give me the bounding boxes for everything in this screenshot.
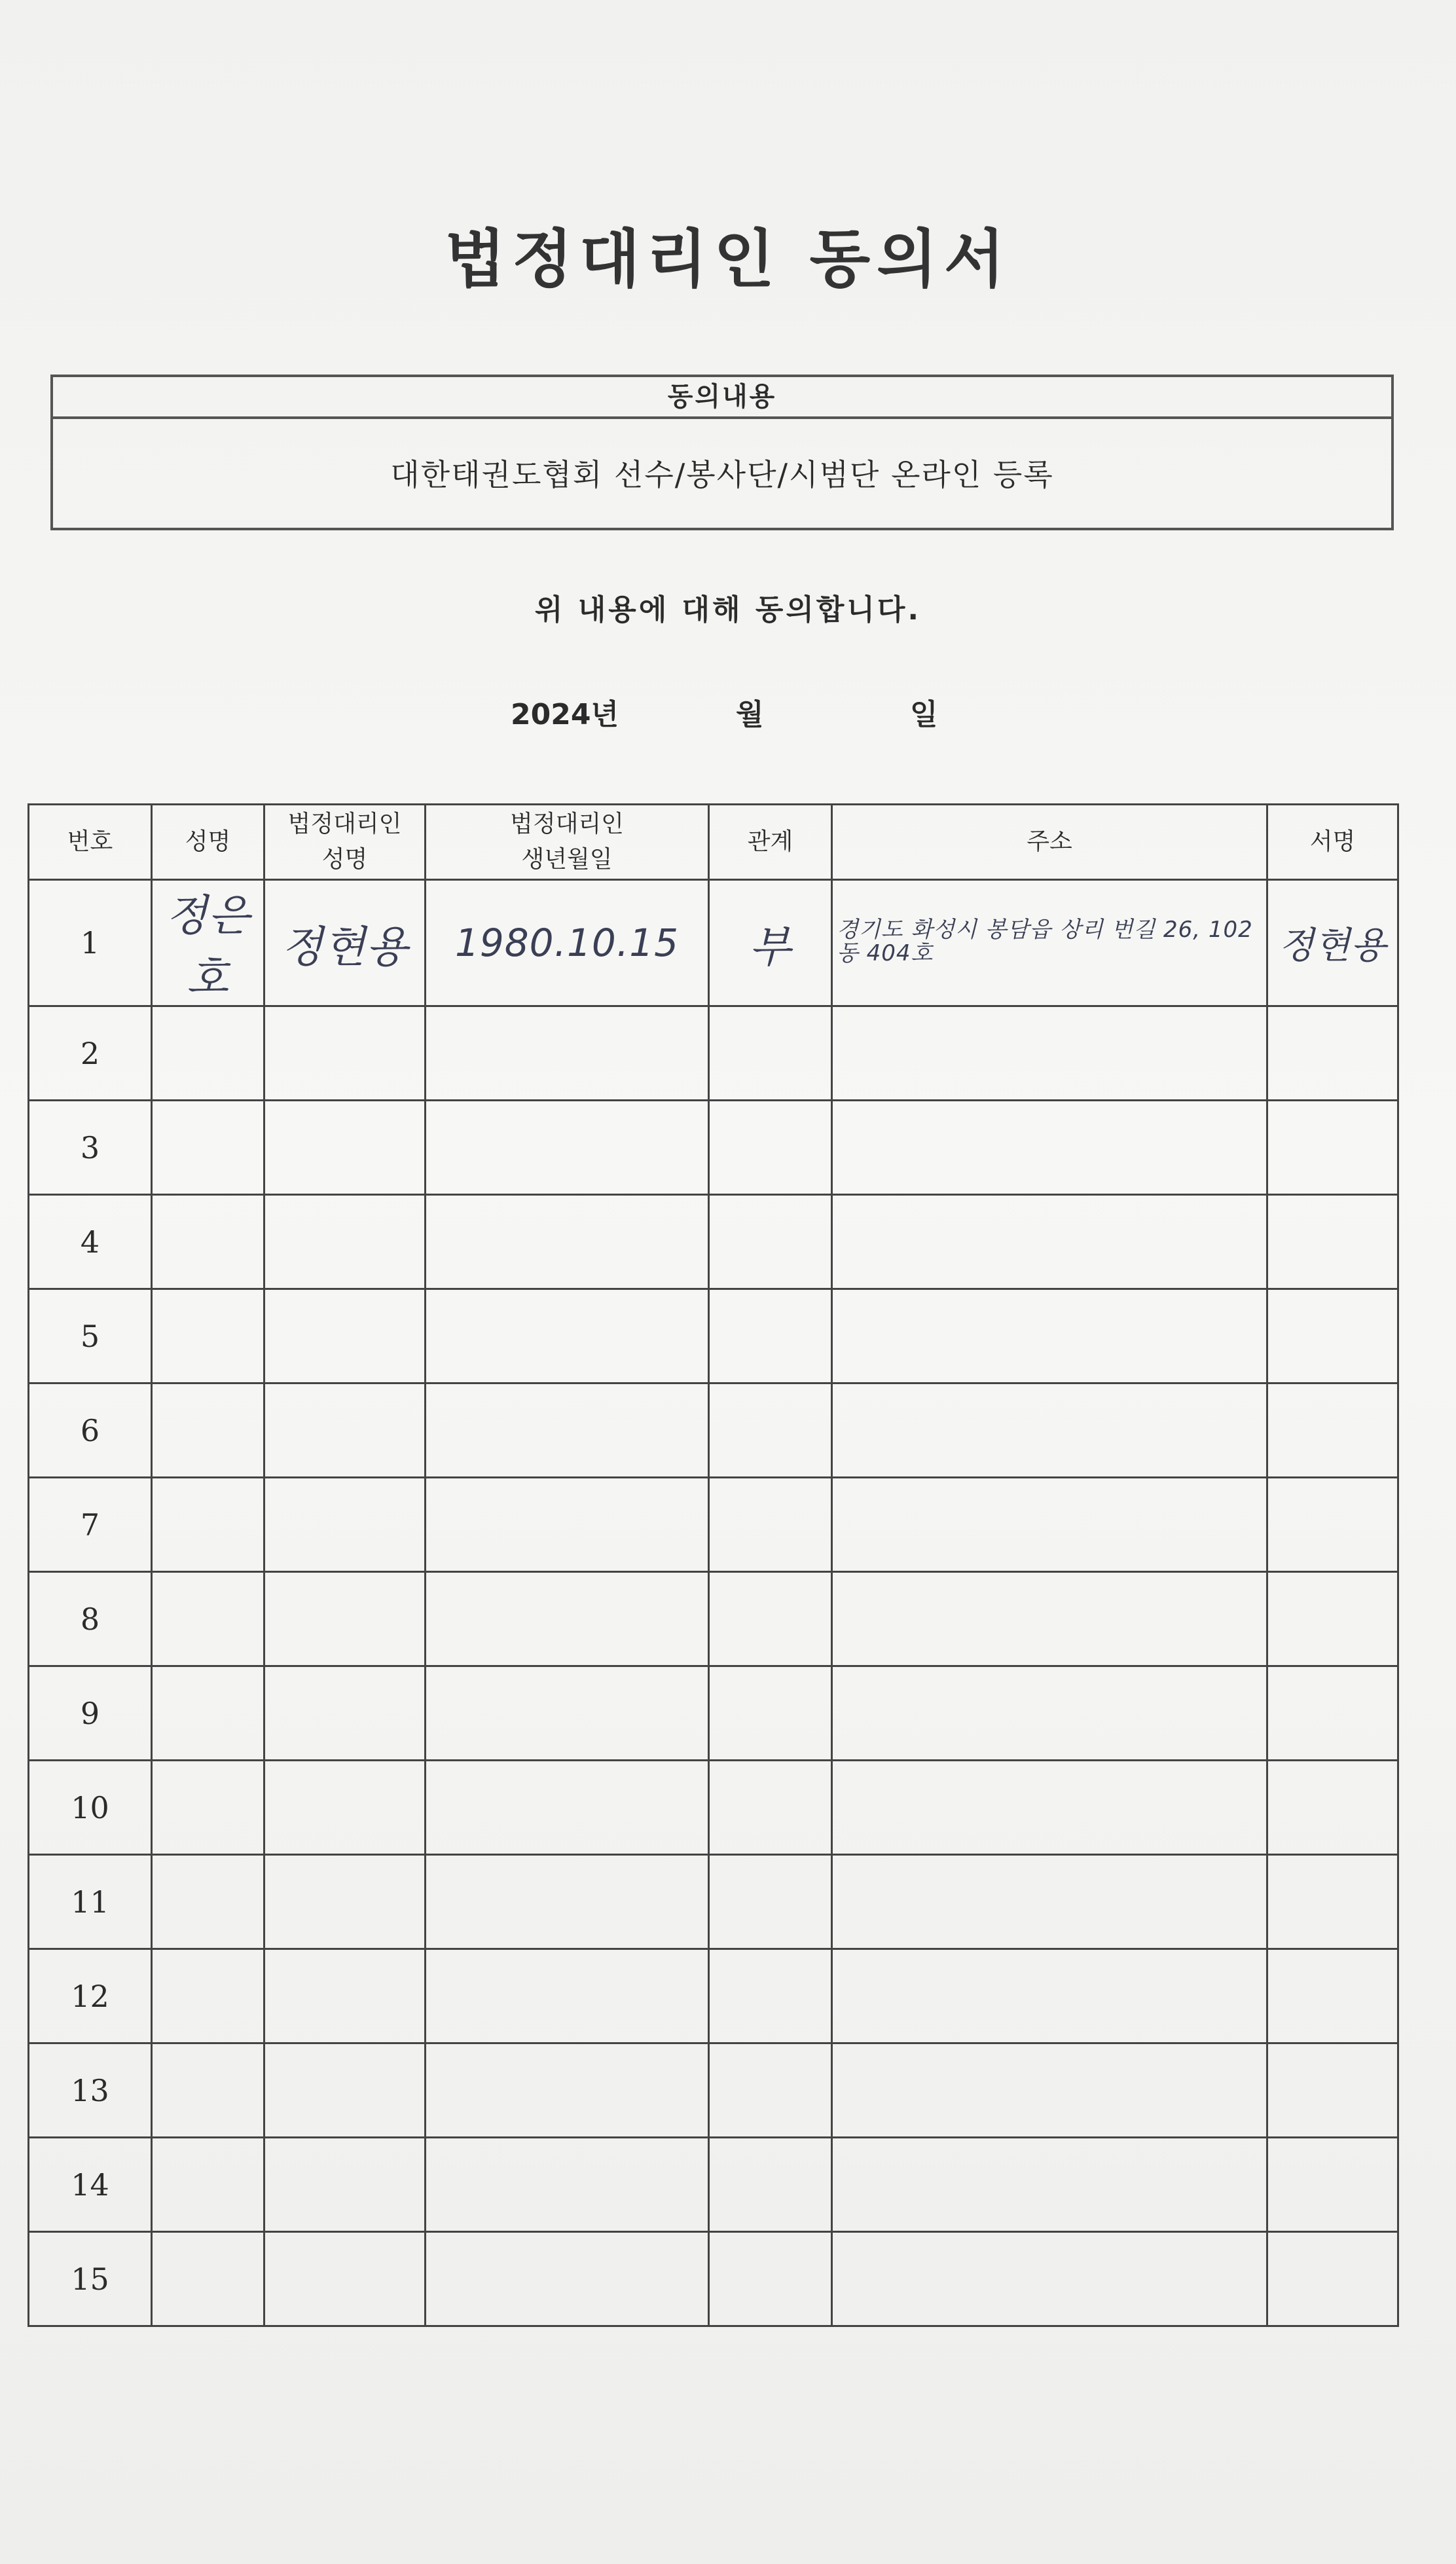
address-cell [832, 1855, 1267, 1949]
date-day: 일 [910, 698, 938, 731]
row-number-cell [29, 2232, 152, 2326]
header-no: 번호 [29, 805, 152, 880]
header-signature: 서명 [1267, 805, 1398, 880]
row-number: 13 [71, 2072, 109, 2108]
header-rep-birth-line1: 법정대리인 [510, 811, 624, 837]
rep-name-cell [264, 1289, 426, 1383]
agreement-statement: 위 내용에 대해 동의합니다. [534, 593, 922, 627]
relation-cell [709, 1289, 832, 1383]
rep-name-cell [264, 2043, 426, 2138]
rep-birthdate-cell [426, 2232, 709, 2326]
address-cell [832, 1761, 1267, 1855]
address-cell [832, 880, 1267, 1006]
rep-birthdate-cell [426, 1761, 709, 1855]
header-rep-name [264, 805, 426, 880]
table-row [29, 1006, 1398, 1101]
rep-name-cell [264, 1761, 426, 1855]
row-number-cell [29, 2043, 152, 2138]
relation-cell [709, 1478, 832, 1572]
row-number-cell [29, 1949, 152, 2043]
header-address: 주소 [832, 805, 1267, 880]
rep-name-cell [264, 2138, 426, 2232]
header-rep-name-line2: 성명 [321, 846, 368, 873]
relation-cell [709, 1666, 832, 1761]
relation-cell [709, 880, 832, 1006]
relation-cell [709, 1383, 832, 1478]
row-number: 9 [80, 1695, 100, 1731]
relation-cell [709, 2138, 832, 2232]
row-number: 8 [80, 1601, 100, 1637]
consent-header: 동의내용 [53, 377, 1391, 419]
rep-birthdate-cell [426, 1101, 709, 1195]
table-row [29, 1478, 1398, 1572]
row-number: 3 [80, 1129, 100, 1165]
relation-cell [709, 1101, 832, 1195]
relation: 부 [749, 921, 792, 972]
signature-cell [1267, 880, 1398, 1006]
rep-name: 정현용 [281, 921, 409, 972]
rep-name-cell [264, 1478, 426, 1572]
address-cell [832, 1478, 1267, 1572]
address-cell [832, 1666, 1267, 1761]
header-name: 성명 [152, 805, 264, 880]
rep-birthdate-cell [426, 1478, 709, 1572]
table-row [29, 1949, 1398, 2043]
signature-cell [1267, 1383, 1398, 1478]
table-row [29, 1572, 1398, 1666]
table-row [29, 1855, 1398, 1949]
document-title: 법정대리인 동의서 [445, 223, 1011, 296]
address: 경기도 화성시 봉담읍 상리 번길 26, 102동 404호 [837, 917, 1253, 966]
table-row [29, 1195, 1398, 1289]
header-rep-name-line1: 법정대리인 [287, 811, 402, 837]
signature-cell [1267, 1195, 1398, 1289]
address-cell [832, 1289, 1267, 1383]
relation-cell [709, 1006, 832, 1101]
address-cell [832, 1383, 1267, 1478]
row-number-cell [29, 1383, 152, 1478]
signature: 정현용 [1278, 925, 1387, 967]
rep-name-cell [264, 1572, 426, 1666]
signature-cell [1267, 1949, 1398, 2043]
table-header-row [29, 805, 1398, 880]
row-number: 12 [71, 1978, 109, 2014]
rep-birthdate-cell [426, 1383, 709, 1478]
row-number-cell [29, 1855, 152, 1949]
signature-cell [1267, 1761, 1398, 1855]
participant-name-cell [152, 1572, 264, 1666]
participant-name-cell [152, 2232, 264, 2326]
row-number-cell [29, 1195, 152, 1289]
row-number-cell [29, 1289, 152, 1383]
participant-name-cell [152, 1006, 264, 1101]
consent-box [50, 375, 1394, 530]
signature-cell [1267, 1478, 1398, 1572]
rep-name-cell [264, 1101, 426, 1195]
table-row [29, 1289, 1398, 1383]
header-relation: 관계 [709, 805, 832, 880]
participant-name-cell [152, 1101, 264, 1195]
row-number: 11 [71, 1884, 109, 1920]
registration-table [27, 803, 1399, 2327]
rep-birthdate-cell [426, 1855, 709, 1949]
row-number: 15 [71, 2261, 109, 2297]
relation-cell [709, 1195, 832, 1289]
rep-name-cell [264, 1949, 426, 2043]
participant-name: 정은호 [165, 890, 251, 1003]
signature-cell [1267, 2232, 1398, 2326]
participant-name-cell [152, 2138, 264, 2232]
rep-name-cell [264, 880, 426, 1006]
rep-birthdate-cell [426, 2138, 709, 2232]
address-cell [832, 1006, 1267, 1101]
row-number-cell [29, 1666, 152, 1761]
table-row [29, 2232, 1398, 2326]
participant-name-cell [152, 1478, 264, 1572]
row-number: 2 [80, 1035, 100, 1071]
table-row [29, 1761, 1398, 1855]
row-number-cell [29, 1101, 152, 1195]
table-row [29, 2043, 1398, 2138]
row-number-cell [29, 880, 152, 1006]
address-cell [832, 1572, 1267, 1666]
address-cell [832, 2232, 1267, 2326]
row-number-cell [29, 1006, 152, 1101]
rep-birthdate-cell [426, 1289, 709, 1383]
row-number: 5 [80, 1318, 100, 1354]
rep-birthdate-cell [426, 1572, 709, 1666]
row-number: 6 [80, 1412, 100, 1448]
signature-cell [1267, 2043, 1398, 2138]
rep-birthdate-cell [426, 880, 709, 1006]
rep-name-cell [264, 1666, 426, 1761]
address-cell [832, 2043, 1267, 2138]
participant-name-cell [152, 1195, 264, 1289]
signature-cell [1267, 1572, 1398, 1666]
relation-cell [709, 1855, 832, 1949]
row-number: 4 [80, 1224, 100, 1260]
table-row [29, 1101, 1398, 1195]
row-number-cell [29, 1572, 152, 1666]
rep-birthdate-cell [426, 1949, 709, 2043]
table-row [29, 1383, 1398, 1478]
address-cell [832, 1949, 1267, 2043]
row-number: 10 [71, 1789, 109, 1825]
rep-name-cell [264, 1195, 426, 1289]
row-number-cell [29, 1478, 152, 1572]
relation-cell [709, 1572, 832, 1666]
rep-birthdate-cell [426, 2043, 709, 2138]
consent-content: 대한태권도협회 선수/봉사단/시범단 온라인 등록 [390, 457, 1054, 492]
participant-name-cell [152, 880, 264, 1006]
table-row [29, 880, 1398, 1006]
relation-cell [709, 2043, 832, 2138]
signature-cell [1267, 1101, 1398, 1195]
rep-birthdate-cell [426, 1666, 709, 1761]
signature-cell [1267, 2138, 1398, 2232]
participant-name-cell [152, 1855, 264, 1949]
table-row [29, 1666, 1398, 1761]
row-number-cell [29, 1761, 152, 1855]
address-cell [832, 2138, 1267, 2232]
signature-cell [1267, 1289, 1398, 1383]
relation-cell [709, 1761, 832, 1855]
table-row [29, 2138, 1398, 2232]
table-body [29, 880, 1398, 2326]
rep-name-cell [264, 1383, 426, 1478]
row-number: 1 [80, 925, 100, 961]
header-rep-birth-line2: 생년월일 [521, 846, 613, 873]
rep-name-cell [264, 1006, 426, 1101]
rep-birthdate-cell [426, 1006, 709, 1101]
header-rep-birth [426, 805, 709, 880]
signature-cell [1267, 1006, 1398, 1101]
participant-name-cell [152, 1666, 264, 1761]
relation-cell [709, 2232, 832, 2326]
date-month: 월 [736, 698, 764, 731]
rep-name-cell [264, 2232, 426, 2326]
row-number: 14 [71, 2167, 109, 2203]
participant-name-cell [152, 2043, 264, 2138]
row-number-cell [29, 2138, 152, 2232]
address-cell [832, 1195, 1267, 1289]
rep-name-cell [264, 1855, 426, 1949]
participant-name-cell [152, 1383, 264, 1478]
signature-cell [1267, 1666, 1398, 1761]
rep-birthdate-cell [426, 1195, 709, 1289]
participant-name-cell [152, 1289, 264, 1383]
participant-name-cell [152, 1761, 264, 1855]
date-year: 2024년 [511, 698, 619, 731]
rep-birthdate: 1980.10.15 [454, 921, 680, 965]
participant-name-cell [152, 1949, 264, 2043]
signature-cell [1267, 1855, 1398, 1949]
address-cell [832, 1101, 1267, 1195]
relation-cell [709, 1949, 832, 2043]
row-number: 7 [80, 1507, 100, 1543]
